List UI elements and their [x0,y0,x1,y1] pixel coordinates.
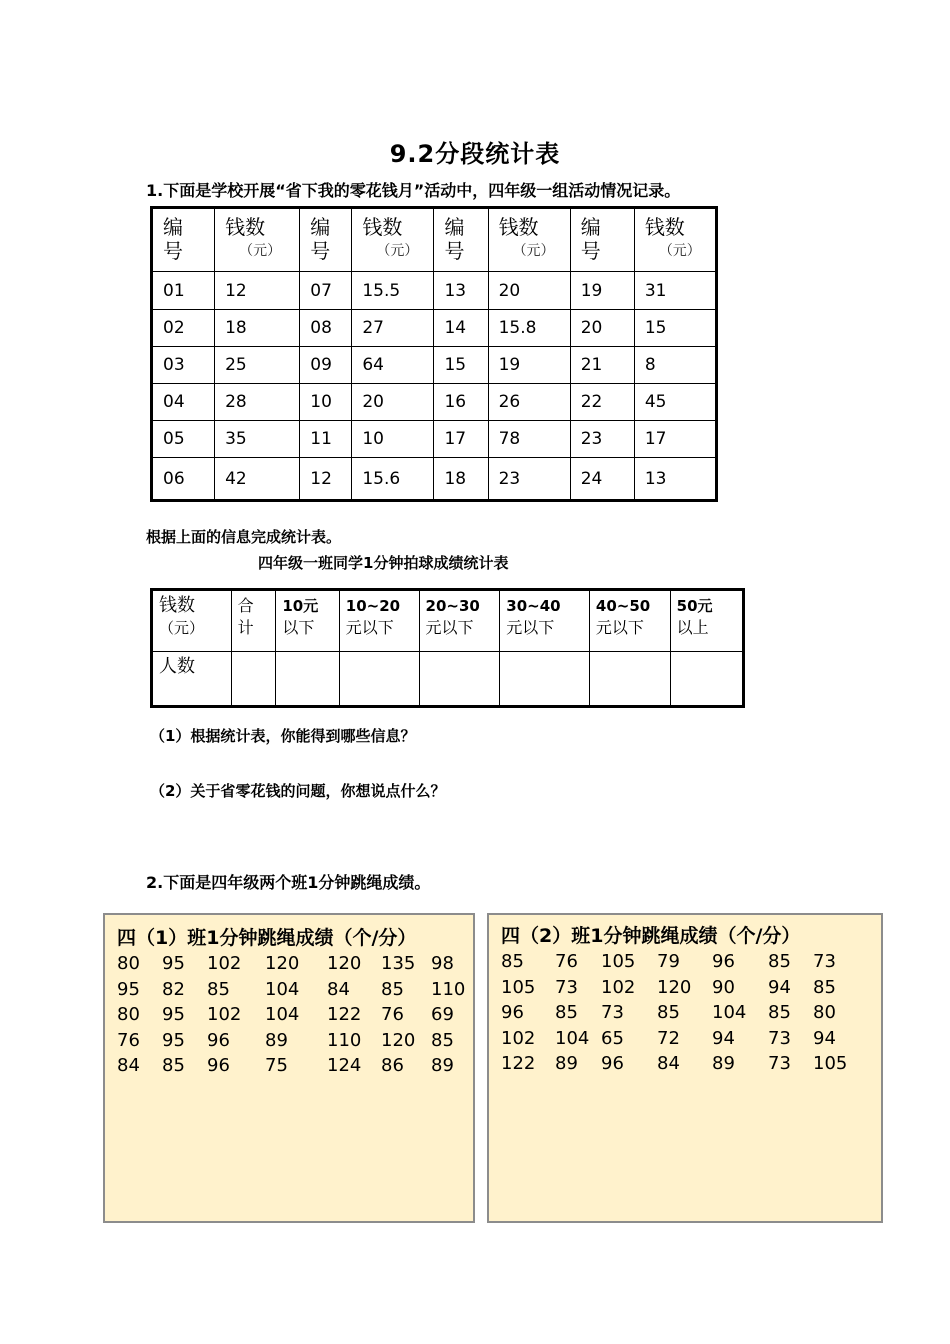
id-cell: 22 [570,384,634,421]
money-cell: 78 [488,421,570,458]
score-row [501,1000,873,1026]
id-cell: 09 [300,347,352,384]
money-cell: 25 [215,347,300,384]
id-cell: 20 [570,310,634,347]
money-cell: 8 [634,347,716,384]
score-value: 79 [657,951,680,972]
score-value: 105 [601,951,636,972]
money-cell: 28 [215,384,300,421]
stat-blank-cell[interactable] [276,652,339,707]
money-cell: 42 [215,458,300,501]
score-value: 85 [501,951,524,972]
stat-table-title: 四年级一班同学1分钟拍球成绩统计表 [258,554,509,572]
money-cell: 45 [634,384,716,421]
table-row [152,272,717,310]
score-value: 73 [601,1002,624,1024]
score-value: 75 [265,1055,288,1077]
class-2-title: 四（2）班1分钟跳绳成绩（个/分） [501,925,801,947]
donation-record-table [150,206,718,502]
table-row [152,458,717,501]
header-money: 钱数 （元） [488,208,570,272]
score-value: 69 [431,1004,454,1026]
money-cell: 27 [352,310,434,347]
id-cell: 24 [570,458,634,501]
score-value: 110 [431,978,466,1000]
score-value: 96 [601,1053,624,1075]
score-value: 84 [657,1053,680,1075]
score-row [117,951,465,977]
header-id: 编 号 [300,208,352,272]
id-cell: 23 [570,421,634,458]
table-header-row [152,208,717,272]
id-cell: 12 [300,458,352,501]
score-value: 102 [601,976,636,998]
id-cell: 10 [300,384,352,421]
money-cell: 15.8 [488,310,570,347]
class-1-scores-box [103,913,475,1223]
stat-count-row [152,652,744,707]
score-value: 89 [555,1053,578,1075]
score-value: 94 [712,1027,735,1049]
score-value: 105 [501,976,536,998]
score-row [117,1028,465,1054]
stat-blank-cell[interactable] [670,652,743,707]
stat-header-range: 30~40 元以下 [500,590,590,652]
score-row [117,1002,465,1028]
score-value: 96 [501,1002,524,1024]
score-value: 120 [265,953,300,974]
score-value: 73 [813,951,836,972]
score-value: 102 [501,1027,536,1049]
money-cell: 15.5 [352,272,434,310]
table-row [152,421,717,458]
header-id: 编 号 [570,208,634,272]
id-cell: 06 [152,458,215,501]
table-row [152,384,717,421]
score-row [117,1053,465,1079]
id-cell: 08 [300,310,352,347]
question-1-prompt: 1.下面是学校开展“省下我的零花钱月”活动中，四年级一组活动情况记录。 [146,181,681,200]
table-row [152,347,717,384]
stat-header-money: 钱数 （元） [152,590,232,652]
stat-header-row [152,590,744,652]
score-value: 65 [601,1027,624,1049]
score-value: 102 [207,1004,242,1026]
score-value: 95 [162,1004,185,1026]
statistics-table [150,588,745,708]
score-value: 86 [381,1055,404,1077]
score-value: 124 [327,1055,362,1077]
money-cell: 23 [488,458,570,501]
header-money: 钱数 （元） [634,208,716,272]
id-cell: 19 [570,272,634,310]
money-cell: 17 [634,421,716,458]
header-id: 编 号 [434,208,488,272]
score-value: 96 [207,1029,230,1051]
stat-header-range: 10~20 元以下 [339,590,419,652]
page-title: 9.2分段统计表 [389,140,561,168]
score-value: 96 [712,951,735,972]
score-value: 80 [117,1004,140,1026]
stat-header-range: 20~30 元以下 [419,590,500,652]
score-value: 135 [381,953,416,974]
score-row [501,949,873,975]
id-cell: 01 [152,272,215,310]
money-cell: 10 [352,421,434,458]
stat-blank-cell[interactable] [500,652,590,707]
class-2-scores-box [487,913,883,1223]
money-cell: 20 [488,272,570,310]
stat-blank-cell[interactable] [419,652,500,707]
score-value: 104 [555,1027,590,1049]
id-cell: 14 [434,310,488,347]
score-value: 104 [712,1002,747,1024]
score-value: 95 [117,978,140,1000]
score-value: 85 [162,1055,185,1077]
score-value: 73 [555,976,578,998]
score-value: 84 [117,1055,140,1077]
id-cell: 17 [434,421,488,458]
id-cell: 13 [434,272,488,310]
score-value: 120 [381,1029,416,1051]
id-cell: 03 [152,347,215,384]
score-value: 85 [431,1029,454,1051]
money-cell: 19 [488,347,570,384]
score-value: 122 [327,1004,362,1026]
score-value: 76 [117,1029,140,1051]
sub-question-1: （1）根据统计表，你能得到哪些信息？ [150,727,416,745]
id-cell: 18 [434,458,488,501]
score-value: 122 [501,1053,536,1075]
score-value: 98 [431,953,454,974]
score-row [117,977,465,1003]
header-money: 钱数 （元） [352,208,434,272]
score-value: 76 [381,1004,404,1026]
score-value: 94 [813,1027,836,1049]
stat-blank-cell[interactable] [231,652,276,707]
score-value: 72 [657,1027,680,1049]
money-cell: 64 [352,347,434,384]
score-value: 73 [768,1027,791,1049]
id-cell: 16 [434,384,488,421]
stat-blank-cell[interactable] [589,652,670,707]
stat-blank-cell[interactable] [339,652,419,707]
score-value: 96 [207,1055,230,1077]
score-value: 85 [657,1002,680,1024]
score-value: 85 [768,951,791,972]
score-value: 120 [327,953,362,974]
stat-header-range: 10元 以下 [276,590,339,652]
score-value: 82 [162,978,185,1000]
instruction-text: 根据上面的信息完成统计表。 [146,528,342,546]
money-cell: 18 [215,310,300,347]
money-cell: 31 [634,272,716,310]
score-value: 85 [813,976,836,998]
score-value: 102 [207,953,242,974]
money-cell: 15 [634,310,716,347]
score-value: 76 [555,951,578,972]
header-id: 编 号 [152,208,215,272]
score-value: 85 [381,978,404,1000]
score-value: 89 [431,1055,454,1077]
score-value: 89 [712,1053,735,1075]
money-cell: 15.6 [352,458,434,501]
score-value: 85 [207,978,230,1000]
stat-header-range: 40~50 元以下 [589,590,670,652]
score-value: 104 [265,978,300,1000]
money-cell: 12 [215,272,300,310]
score-value: 84 [327,978,350,1000]
score-row [501,975,873,1001]
stat-header-range: 50元 以上 [670,590,743,652]
score-value: 89 [265,1029,288,1051]
score-value: 90 [712,976,735,998]
score-value: 73 [768,1053,791,1075]
score-value: 95 [162,1029,185,1051]
score-row [501,1051,873,1077]
table-row [152,310,717,347]
score-value: 80 [813,1002,836,1024]
stat-header-total: 合 计 [231,590,276,652]
question-2-prompt: 2.下面是四年级两个班1分钟跳绳成绩。 [146,873,431,892]
score-value: 85 [768,1002,791,1024]
score-value: 104 [265,1004,300,1026]
id-cell: 05 [152,421,215,458]
score-value: 80 [117,953,140,974]
score-value: 120 [657,976,692,998]
money-cell: 26 [488,384,570,421]
sub-question-2: （2）关于省零花钱的问题，你想说点什么？ [150,782,446,800]
id-cell: 02 [152,310,215,347]
score-value: 110 [327,1029,362,1051]
id-cell: 11 [300,421,352,458]
score-value: 105 [813,1053,848,1075]
id-cell: 04 [152,384,215,421]
money-cell: 20 [352,384,434,421]
class-2-scores-grid [501,949,873,1077]
score-value: 95 [162,953,185,974]
class-1-title: 四（1）班1分钟跳绳成绩（个/分） [117,927,417,949]
score-row [501,1026,873,1052]
money-cell: 13 [634,458,716,501]
money-cell: 35 [215,421,300,458]
id-cell: 07 [300,272,352,310]
header-money: 钱数 （元） [215,208,300,272]
id-cell: 21 [570,347,634,384]
score-value: 94 [768,976,791,998]
class-1-scores-grid [117,951,465,1079]
score-value: 85 [555,1002,578,1024]
stat-row-label: 人数 [152,652,232,707]
id-cell: 15 [434,347,488,384]
